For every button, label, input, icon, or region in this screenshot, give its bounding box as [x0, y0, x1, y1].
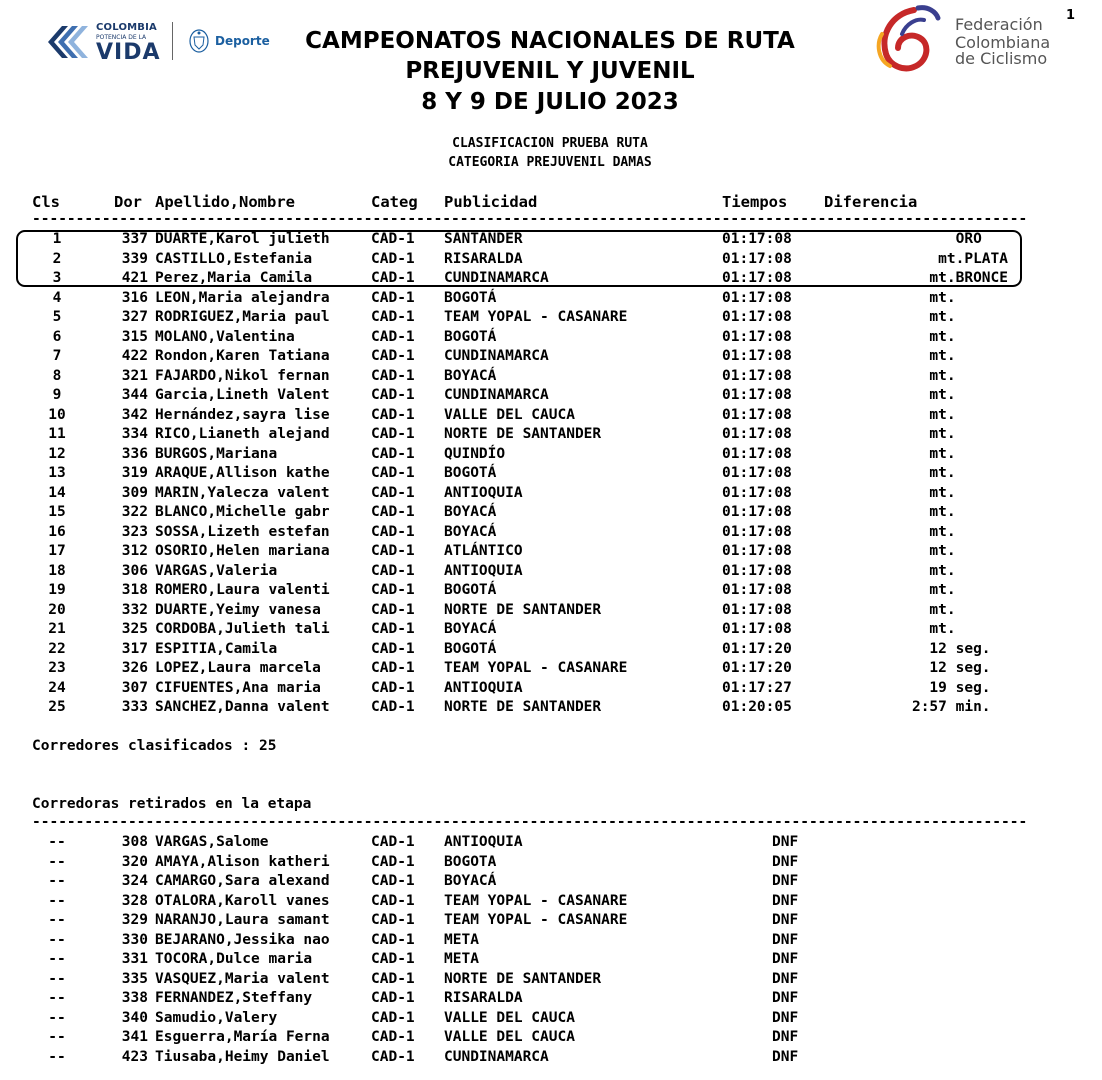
cell-dor: 336	[121, 445, 148, 462]
cell-cls: --	[48, 834, 66, 850]
column-header-cls: Cls	[32, 193, 60, 211]
logo-line-vida: VIDA	[96, 40, 161, 65]
cell-name: SANCHEZ,Danna valent	[155, 699, 330, 715]
cell-tiempo: 01:17:08	[722, 231, 792, 247]
cell-tiempo: 01:17:08	[722, 562, 792, 579]
cell-status: DNF	[772, 990, 799, 1006]
cell-tiempo: 01:17:08	[722, 465, 792, 481]
cell-cls: 6	[52, 328, 62, 345]
cell-dor: 332	[121, 601, 148, 618]
cell-cls: --	[48, 1029, 66, 1045]
fcc-name-line-1: Federación	[955, 15, 1043, 34]
cell-tiempo: 01:17:20	[722, 660, 792, 676]
cell-dor: 324	[121, 873, 148, 889]
cell-categ: CAD-1	[371, 1029, 415, 1045]
cell-name: SOSSA,Lizeth estefan	[155, 523, 330, 540]
classified-summary: Corredores clasificados : 25	[32, 738, 277, 754]
cell-dor: 341	[121, 1029, 148, 1045]
cell-categ: CAD-1	[371, 699, 415, 715]
cell-diferencia: 19 seg.	[929, 679, 1008, 696]
cell-publicidad: BOGOTÁ	[444, 289, 497, 306]
cell-publicidad: ANTIOQUIA	[444, 834, 523, 850]
cell-publicidad: META	[444, 951, 479, 967]
cell-publicidad: RISARALDA	[444, 990, 523, 1006]
cell-tiempo: 01:17:08	[722, 523, 792, 540]
cell-publicidad: META	[444, 931, 479, 948]
cell-tiempo: 01:17:08	[722, 387, 792, 403]
cell-tiempo: 01:17:08	[722, 582, 792, 598]
cell-tiempo: 01:17:20	[722, 640, 792, 657]
cell-cls: --	[48, 1009, 66, 1026]
cell-name: NARANJO,Laura samant	[155, 912, 330, 928]
cell-publicidad: VALLE DEL CAUCA	[444, 1029, 575, 1045]
retired-section-title: Corredoras retirados en la etapa	[32, 796, 312, 812]
cell-name: ARAQUE,Allison kathe	[155, 465, 330, 481]
cell-status: DNF	[772, 970, 799, 987]
cell-tiempo: 01:17:08	[722, 543, 792, 559]
cell-name: VASQUEZ,Maria valent	[155, 970, 330, 987]
cell-categ: CAD-1	[371, 1048, 415, 1065]
cell-categ: CAD-1	[371, 465, 415, 481]
fcc-name-line-3: de Ciclismo	[955, 49, 1048, 68]
cell-cls: --	[48, 853, 66, 870]
cell-categ: CAD-1	[371, 660, 415, 676]
cell-status: DNF	[772, 873, 799, 889]
cell-diferencia: mt.	[929, 582, 1008, 598]
cell-categ: CAD-1	[371, 504, 415, 520]
cell-name: FERNANDEZ,Steffany	[155, 990, 313, 1006]
cell-name: VARGAS,Valeria	[155, 562, 278, 579]
cell-diferencia: mt.	[929, 504, 1008, 520]
cell-cls: 2	[52, 250, 62, 267]
cell-dor: 422	[121, 348, 148, 364]
cell-name: LEON,Maria alejandra	[155, 289, 330, 306]
cell-tiempo: 01:17:08	[722, 601, 792, 618]
cell-diferencia: mt.PLATA	[938, 250, 1008, 267]
cell-cls: 1	[52, 231, 62, 247]
cell-name: LOPEZ,Laura marcela	[155, 660, 321, 676]
cell-dor: 327	[121, 309, 148, 325]
cell-categ: CAD-1	[371, 231, 415, 247]
cell-categ: CAD-1	[371, 951, 415, 967]
column-header-categ: Categ	[371, 193, 418, 211]
cell-cls: 8	[52, 367, 62, 384]
cell-dor: 334	[121, 426, 148, 442]
cell-publicidad: VALLE DEL CAUCA	[444, 1009, 575, 1026]
cell-categ: CAD-1	[371, 426, 415, 442]
column-header-diferencia: Diferencia	[824, 193, 918, 211]
cell-dor: 316	[121, 289, 148, 306]
cell-name: CORDOBA,Julieth tali	[155, 621, 330, 637]
cell-categ: CAD-1	[371, 445, 415, 462]
cell-name: TOCORA,Dulce maria	[155, 951, 313, 967]
cell-cls: 11	[48, 426, 66, 442]
cell-dor: 337	[121, 231, 148, 247]
cell-diferencia: 12 seg.	[929, 640, 1008, 657]
cell-tiempo: 01:17:08	[722, 348, 792, 364]
cell-name: OTALORA,Karoll vanes	[155, 892, 330, 909]
cell-dor: 421	[121, 270, 148, 286]
cell-tiempo: 01:17:08	[722, 309, 792, 325]
cell-categ: CAD-1	[371, 309, 415, 325]
cell-name: CIFUENTES,Ana maria	[155, 679, 321, 696]
subtitle-line-2: CATEGORIA PREJUVENIL DAMAS	[448, 155, 652, 170]
cell-cls: 17	[48, 543, 66, 559]
cell-name: Esguerra,María Ferna	[155, 1029, 330, 1045]
cell-publicidad: BOYACÁ	[444, 523, 497, 540]
cell-name: CASTILLO,Estefania	[155, 250, 313, 267]
cell-cls: 23	[48, 660, 66, 676]
page-title-line-1: CAMPEONATOS NACIONALES DE RUTA	[305, 28, 795, 54]
cell-cls: --	[48, 1048, 66, 1065]
cell-categ: CAD-1	[371, 289, 415, 306]
cell-cls: 15	[48, 504, 66, 520]
cell-dor: 333	[121, 699, 148, 715]
cell-status: DNF	[772, 1009, 799, 1026]
coat-of-arms-icon	[188, 28, 210, 54]
cell-tiempo: 01:17:08	[722, 289, 792, 306]
cell-name: RICO,Lianeth alejand	[155, 426, 330, 442]
cell-dor: 340	[121, 1009, 148, 1026]
logo-deporte-text: Deporte	[215, 34, 270, 48]
cell-tiempo: 01:17:08	[722, 426, 792, 442]
cell-cls: 19	[48, 582, 66, 598]
cell-categ: CAD-1	[371, 328, 415, 345]
cell-dor: 322	[121, 504, 148, 520]
cell-dor: 312	[121, 543, 148, 559]
cell-categ: CAD-1	[371, 406, 415, 423]
cell-dor: 331	[121, 951, 148, 967]
cell-dor: 339	[121, 250, 148, 267]
cell-tiempo: 01:17:27	[722, 679, 792, 696]
cell-diferencia: mt.	[929, 484, 1008, 501]
cell-dor: 318	[121, 582, 148, 598]
cell-categ: CAD-1	[371, 834, 415, 850]
cell-dor: 423	[121, 1048, 148, 1065]
cell-cls: 22	[48, 640, 66, 657]
cell-name: BEJARANO,Jessika nao	[155, 931, 330, 948]
cell-cls: --	[48, 970, 66, 987]
cell-publicidad: RISARALDA	[444, 250, 523, 267]
cell-status: DNF	[772, 951, 799, 967]
cell-publicidad: ANTIOQUIA	[444, 679, 523, 696]
cell-categ: CAD-1	[371, 679, 415, 696]
cell-publicidad: VALLE DEL CAUCA	[444, 406, 575, 423]
cell-cls: 24	[48, 679, 66, 696]
cell-dor: 317	[121, 640, 148, 657]
cell-name: VARGAS,Salome	[155, 834, 269, 850]
cell-cls: --	[48, 892, 66, 909]
cell-name: Garcia,Lineth Valent	[155, 387, 330, 403]
cell-categ: CAD-1	[371, 582, 415, 598]
column-header-name: Apellido,Nombre	[155, 193, 295, 211]
cell-tiempo: 01:17:08	[722, 504, 792, 520]
cell-cls: 25	[48, 699, 66, 715]
cell-diferencia: mt.	[929, 465, 1008, 481]
cell-tiempo: 01:17:08	[722, 445, 792, 462]
cell-cls: 10	[48, 406, 66, 423]
cell-categ: CAD-1	[371, 873, 415, 889]
cell-name: ROMERO,Laura valenti	[155, 582, 330, 598]
cell-name: DUARTE,Yeimy vanesa	[155, 601, 321, 618]
cell-status: DNF	[772, 892, 799, 909]
cell-dor: 328	[121, 892, 148, 909]
cell-categ: CAD-1	[371, 990, 415, 1006]
cell-dor: 323	[121, 523, 148, 540]
cell-cls: 21	[48, 621, 66, 637]
cell-dor: 342	[121, 406, 148, 423]
cell-publicidad: TEAM YOPAL - CASANARE	[444, 892, 628, 909]
column-header-dor: Dor	[114, 193, 142, 211]
cell-dor: 306	[121, 562, 148, 579]
cell-status: DNF	[772, 1048, 799, 1065]
cell-tiempo: 01:17:08	[722, 406, 792, 423]
cell-publicidad: BOGOTÁ	[444, 640, 497, 657]
cell-name: Perez,Maria Camila	[155, 270, 313, 286]
cell-publicidad: CUNDINAMARCA	[444, 348, 549, 364]
cell-publicidad: ATLÁNTICO	[444, 543, 523, 559]
cell-categ: CAD-1	[371, 387, 415, 403]
cell-diferencia: 2:57 min.	[911, 699, 1008, 715]
cell-diferencia: mt.	[929, 328, 1008, 345]
cell-categ: CAD-1	[371, 1009, 415, 1026]
cell-publicidad: BOGOTA	[444, 853, 497, 870]
cell-status: DNF	[772, 853, 799, 870]
cell-name: Hernández,sayra lise	[155, 406, 330, 423]
cell-categ: CAD-1	[371, 931, 415, 948]
cell-name: ESPITIA,Camila	[155, 640, 278, 657]
cell-publicidad: BOGOTÁ	[444, 582, 497, 598]
cell-name: Tiusaba,Heimy Daniel	[155, 1048, 330, 1065]
cell-diferencia: mt.	[929, 601, 1008, 618]
cell-publicidad: QUINDÍO	[444, 445, 506, 462]
cell-diferencia: ORO	[955, 231, 1008, 247]
cell-dor: 335	[121, 970, 148, 987]
cell-publicidad: NORTE DE SANTANDER	[444, 970, 602, 987]
retired-separator: ------------------------------------------------------------------------------------------------------------------	[32, 814, 1028, 830]
cell-cls: --	[48, 990, 66, 1006]
cell-diferencia: mt.	[929, 289, 1008, 306]
cell-categ: CAD-1	[371, 562, 415, 579]
cell-publicidad: BOYACÁ	[444, 621, 497, 637]
cell-publicidad: CUNDINAMARCA	[444, 270, 549, 286]
page-title-line-3: 8 Y 9 DE JULIO 2023	[421, 89, 679, 115]
cell-diferencia: mt.	[929, 367, 1008, 384]
cell-name: DUARTE,Karol julieth	[155, 231, 330, 247]
cell-diferencia: mt.	[929, 523, 1008, 540]
cell-tiempo: 01:17:08	[722, 484, 792, 501]
cell-categ: CAD-1	[371, 543, 415, 559]
cell-diferencia: 12 seg.	[929, 660, 1008, 676]
cell-diferencia: mt.	[929, 445, 1008, 462]
subtitle-line-1: CLASIFICACION PRUEBA RUTA	[452, 136, 648, 151]
cell-publicidad: CUNDINAMARCA	[444, 387, 549, 403]
cell-name: Samudio,Valery	[155, 1009, 278, 1026]
cell-name: MOLANO,Valentina	[155, 328, 295, 345]
cell-dor: 338	[121, 990, 148, 1006]
cell-tiempo: 01:20:05	[722, 699, 792, 715]
colombia-potencia-de-la-vida-logo	[44, 20, 274, 64]
cell-dor: 308	[121, 834, 148, 850]
cell-cls: --	[48, 873, 66, 889]
cell-publicidad: SANTANDER	[444, 231, 523, 247]
cell-categ: CAD-1	[371, 348, 415, 364]
fcc-logo-icon	[872, 4, 944, 74]
cell-categ: CAD-1	[371, 621, 415, 637]
cell-cls: 9	[52, 387, 62, 403]
cell-categ: CAD-1	[371, 250, 415, 267]
header-separator: ------------------------------------------------------------------------------------------------------------------	[32, 211, 1028, 227]
logo-separator	[172, 22, 173, 60]
cell-dor: 325	[121, 621, 148, 637]
cell-dor: 326	[121, 660, 148, 676]
cell-diferencia: mt.	[929, 426, 1008, 442]
cell-cls: --	[48, 912, 66, 928]
cell-name: CAMARGO,Sara alexand	[155, 873, 330, 889]
cell-name: BLANCO,Michelle gabr	[155, 504, 330, 520]
cell-dor: 320	[121, 853, 148, 870]
cell-diferencia: mt.	[929, 406, 1008, 423]
cell-cls: --	[48, 951, 66, 967]
cell-diferencia: mt.	[929, 348, 1008, 364]
cell-publicidad: TEAM YOPAL - CASANARE	[444, 309, 628, 325]
cell-publicidad: CUNDINAMARCA	[444, 1048, 549, 1065]
cell-publicidad: BOYACÁ	[444, 873, 497, 889]
column-header-tiempos: Tiempos	[722, 193, 788, 211]
cell-dor: 344	[121, 387, 148, 403]
cell-categ: CAD-1	[371, 640, 415, 657]
cell-dor: 319	[121, 465, 148, 481]
cell-publicidad: TEAM YOPAL - CASANARE	[444, 660, 628, 676]
cell-publicidad: NORTE DE SANTANDER	[444, 426, 602, 442]
cell-publicidad: BOYACÁ	[444, 504, 497, 520]
colombia-vida-icon	[44, 24, 88, 60]
cell-name: OSORIO,Helen mariana	[155, 543, 330, 559]
cell-status: DNF	[772, 912, 799, 928]
cell-publicidad: ANTIOQUIA	[444, 484, 523, 501]
cell-tiempo: 01:17:08	[722, 328, 792, 345]
cell-cls: 14	[48, 484, 66, 501]
cell-categ: CAD-1	[371, 523, 415, 540]
cell-name: FAJARDO,Nikol fernan	[155, 367, 330, 384]
cell-publicidad: BOYACÁ	[444, 367, 497, 384]
cell-status: DNF	[772, 931, 799, 948]
page-number: 1	[1066, 8, 1076, 23]
cell-dor: 321	[121, 367, 148, 384]
cell-diferencia: mt.	[929, 543, 1008, 559]
cell-cls: 20	[48, 601, 66, 618]
cell-publicidad: ANTIOQUIA	[444, 562, 523, 579]
cell-tiempo: 01:17:08	[722, 270, 792, 286]
cell-diferencia: mt.	[929, 309, 1008, 325]
cell-categ: CAD-1	[371, 853, 415, 870]
cell-publicidad: NORTE DE SANTANDER	[444, 601, 602, 618]
cell-diferencia: mt.	[929, 387, 1008, 403]
cell-tiempo: 01:17:08	[722, 621, 792, 637]
cell-diferencia: mt.	[929, 562, 1008, 579]
fcc-name-line-2: Colombiana	[955, 33, 1051, 52]
cell-diferencia: mt.	[929, 621, 1008, 637]
logo-line-potencia: POTENCIA DE LA	[96, 34, 147, 41]
cell-categ: CAD-1	[371, 367, 415, 384]
cell-categ: CAD-1	[371, 892, 415, 909]
cell-cls: 4	[52, 289, 62, 306]
cell-status: DNF	[772, 1029, 799, 1045]
cell-cls: 5	[52, 309, 62, 325]
cell-categ: CAD-1	[371, 601, 415, 618]
cell-categ: CAD-1	[371, 912, 415, 928]
column-header-publicidad: Publicidad	[444, 193, 538, 211]
cell-dor: 307	[121, 679, 148, 696]
cell-categ: CAD-1	[371, 270, 415, 286]
cell-cls: 7	[52, 348, 62, 364]
logo-line-colombia: COLOMBIA	[96, 22, 157, 33]
cell-cls: 12	[48, 445, 66, 462]
cell-dor: 315	[121, 328, 148, 345]
cell-diferencia: mt.BRONCE	[929, 270, 1008, 286]
cell-name: BURGOS,Mariana	[155, 445, 278, 462]
cell-tiempo: 01:17:08	[722, 250, 792, 267]
cell-cls: 18	[48, 562, 66, 579]
cell-status: DNF	[772, 834, 799, 850]
cell-cls: 16	[48, 523, 66, 540]
cell-name: MARIN,Yalecza valent	[155, 484, 330, 501]
cell-dor: 330	[121, 931, 148, 948]
cell-publicidad: TEAM YOPAL - CASANARE	[444, 912, 628, 928]
cell-name: RODRIGUEZ,Maria paul	[155, 309, 330, 325]
cell-categ: CAD-1	[371, 970, 415, 987]
cell-dor: 329	[121, 912, 148, 928]
cell-name: Rondon,Karen Tatiana	[155, 348, 330, 364]
cell-tiempo: 01:17:08	[722, 367, 792, 384]
cell-dor: 309	[121, 484, 148, 501]
cell-publicidad: BOGOTÁ	[444, 465, 497, 481]
cell-categ: CAD-1	[371, 484, 415, 501]
cell-cls: 3	[52, 270, 62, 286]
cell-publicidad: NORTE DE SANTANDER	[444, 699, 602, 715]
cell-name: AMAYA,Alison katheri	[155, 853, 330, 870]
cell-publicidad: BOGOTÁ	[444, 328, 497, 345]
cell-cls: --	[48, 931, 66, 948]
page-title-line-2: PREJUVENIL Y JUVENIL	[405, 58, 695, 84]
cell-cls: 13	[48, 465, 66, 481]
